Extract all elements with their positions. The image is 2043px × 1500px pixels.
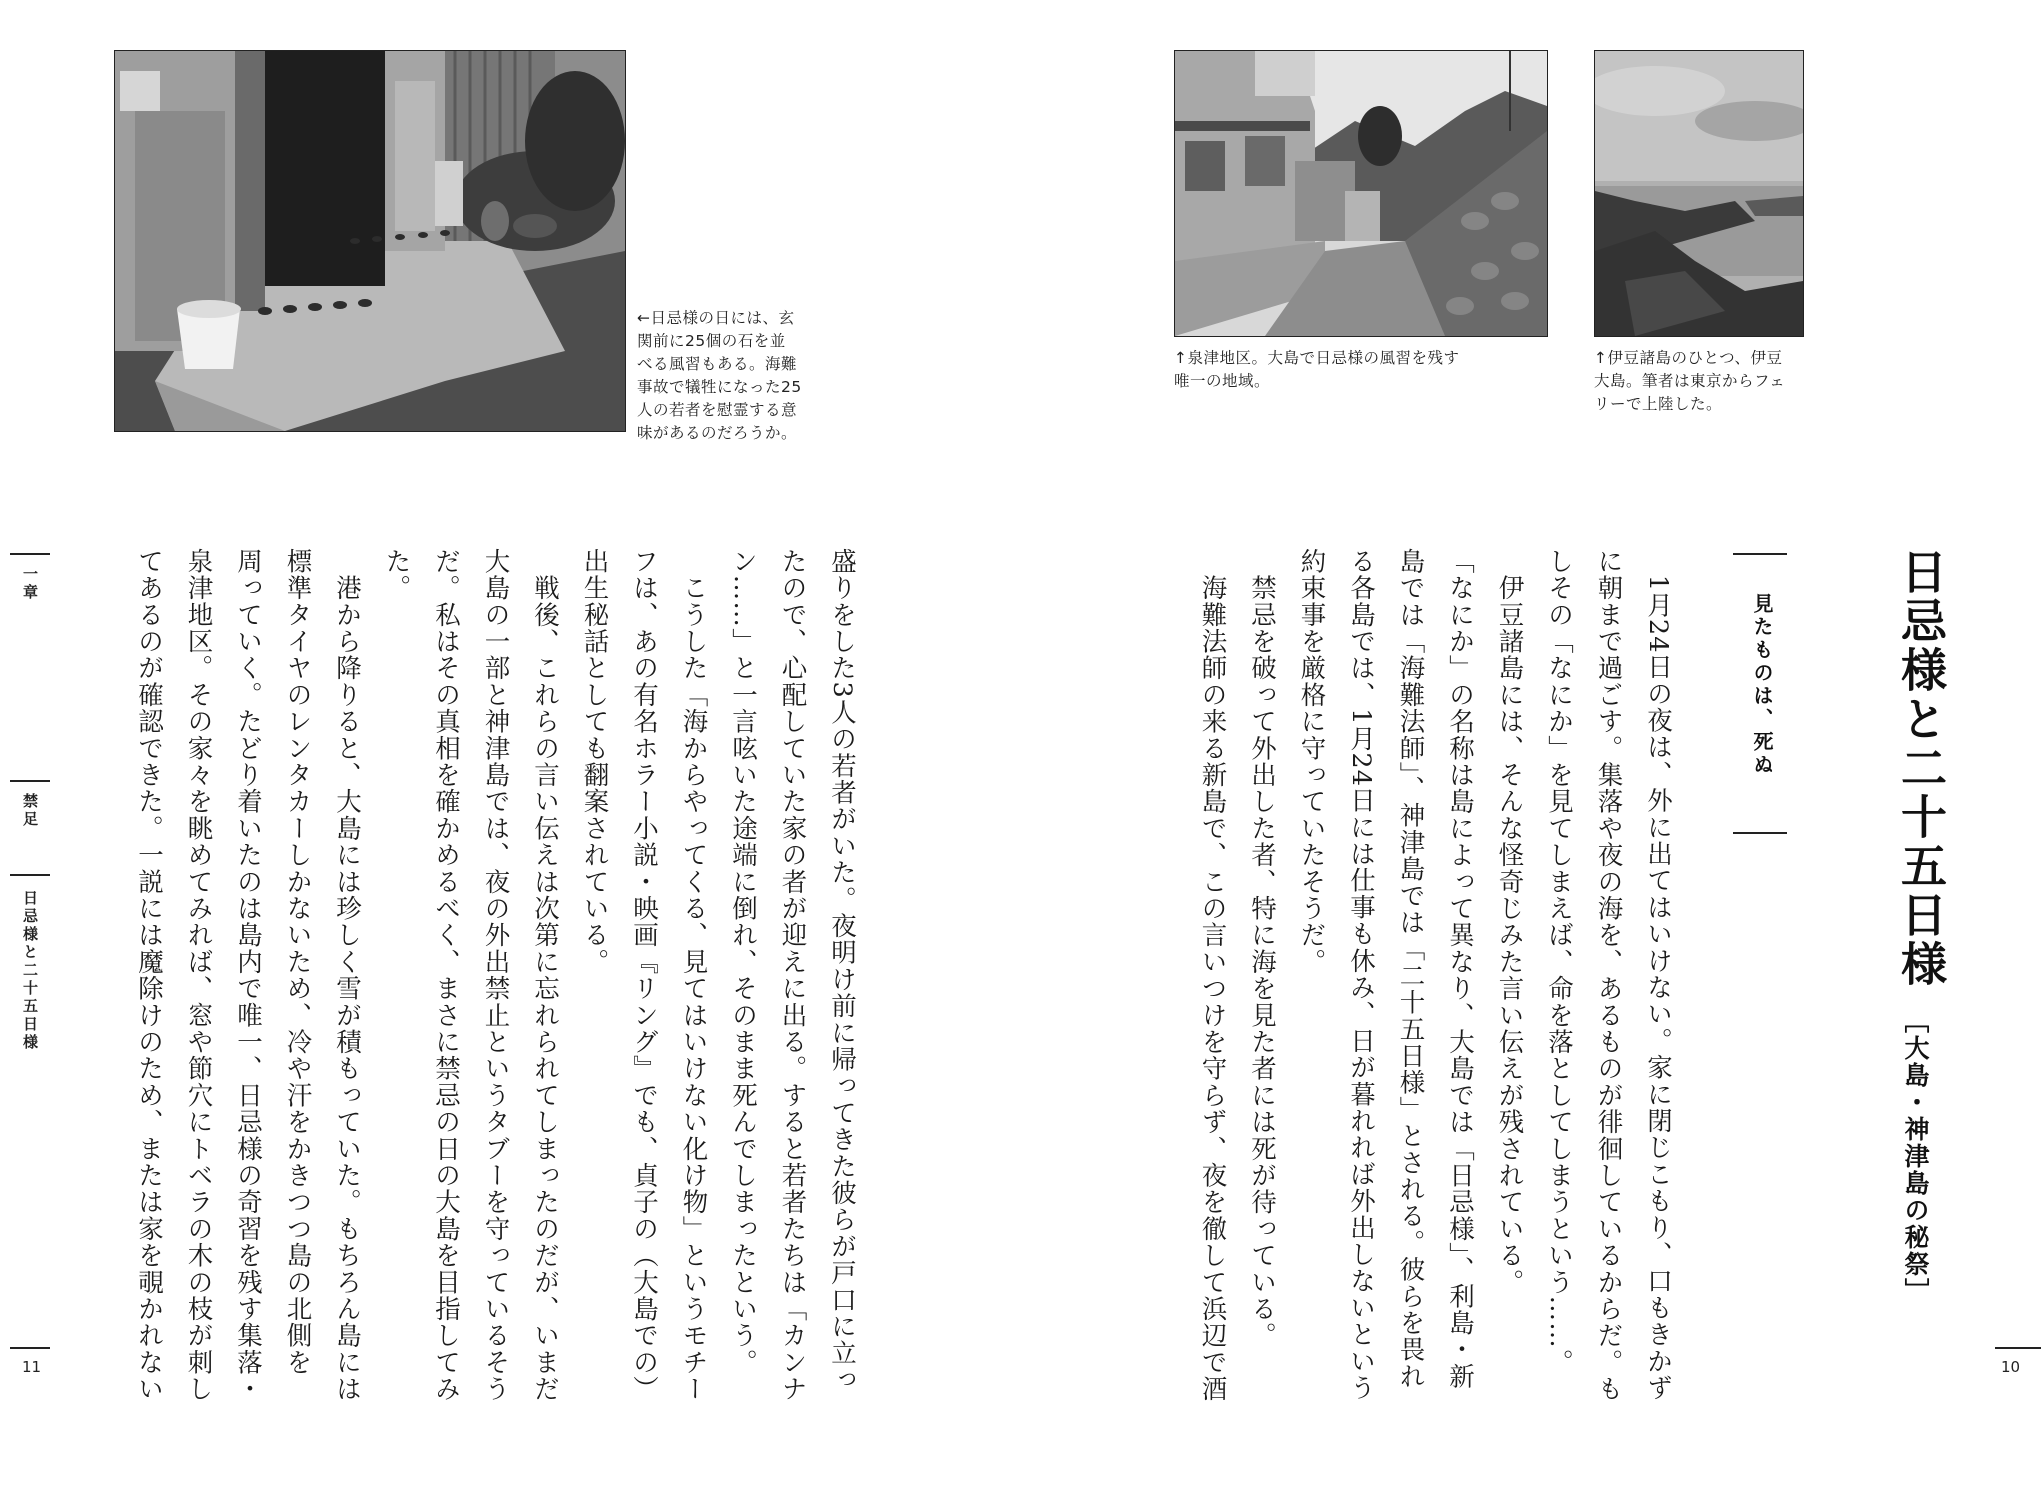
island-photo-caption [1594,347,1785,416]
chapter-label: 一章 [21,566,39,602]
page-number-left: 11 [22,1358,42,1376]
body-line: 約束事を厳格に守っていたそうだ。 [1296,548,1327,976]
body-line: に朝まで過ごす。集落や夜の海を、あるものが徘徊しているからだ。も [1593,548,1624,1403]
body-line: だ。私はその真相を確かめるべく、まさに禁忌の日の大島を目指してみ [431,548,461,1403]
caption-line: ↑泉津地区。大島で日忌様の風習を残す [1174,349,1460,367]
section-heading: 見たものは、死ぬ [1750,593,1774,777]
heading-rule-bottom [1733,832,1787,834]
body-line: 禁忌を破って外出した者、特に海を見た者には死が待っている。 [1247,548,1277,1350]
body-line: 周っていく。たどり着いたのは島内で唯一、日忌様の奇習を残す集落・ [233,548,263,1403]
izu-oshima-coast-photo [1594,50,1804,337]
caption-line: 唯一の地域。 [1174,372,1271,390]
article-subtitle: ［大島・神津島の秘祭］ [1901,1008,1930,1305]
body-line: 戦後、これらの言い伝えは次第に忘れられてしまったのだが、いまだ [530,548,560,1403]
body-line: 「なにか」の名称は島によって異なり、大島では「日忌様」、利島・新 [1445,548,1475,1390]
body-line: 港から降りると、大島には珍しく雪が積もっていた。もちろん島には [332,548,362,1403]
body-line: 大島の一部と神津島では、夜の外出禁止というタブーを守っているそう [480,548,511,1403]
section-label: 禁足 [21,793,39,829]
caption-line: リーで上陸した。 [1594,395,1723,413]
village-photo-caption [1174,347,1460,393]
body-line: フは、あの有名ホラー小説・映画『リング』でも、貞子の（大島での） [629,548,659,1403]
page-number-rule [10,1347,50,1349]
heading-rule-top [1733,553,1787,555]
body-line: 1月24日の夜は、外に出てはいけない。家に閉じこもり、口もきかず [1643,548,1673,1402]
body-line: た。 [381,548,412,602]
margin-rule [10,553,50,555]
caption-line: 関前に25個の石を並 [637,332,786,350]
caption-line: 人の若者を慰霊する意 [637,401,798,419]
body-line: たので、心配していた家の者が迎えに出る。すると若者たちは「カンナ [777,548,808,1403]
body-line: 盛りをした3人の若者がいた。夜明け前に帰ってきた彼らが戸口に立っ [827,548,857,1394]
right-body-text [1177,548,1682,1408]
doorway-stones-photo [114,50,626,432]
caption-line: 大島。筆者は東京からフェ [1594,372,1786,390]
caption-line: ←日忌様の日には、玄 [637,309,795,327]
left-body-text [114,548,866,1408]
body-line: 海難法師の来る新島で、この言いつけを守らず、夜を徹して浜辺で酒 [1197,548,1228,1403]
caption-line: 味があるのだろうか。 [637,424,798,442]
body-line: る各島では、1月24日には仕事も休み、日が暮れれば外出しないという [1346,548,1376,1402]
page-number-rule [1995,1347,2041,1349]
doorway-photo-caption [637,307,802,445]
body-line: しその「なにか」を見てしまえば、命を落としてしまうという……。 [1544,548,1574,1376]
body-line: 泉津地区。その家々を眺めてみれば、窓や節穴にトベラの木の枝が刺し [183,548,214,1403]
caption-line: 事故で犠牲になった25 [637,378,802,396]
article-title: 日忌様と二十五日様 [1894,548,1948,989]
page-number-right: 10 [2001,1358,2021,1376]
body-line: 出生秘話としても翻案されている。 [579,548,610,976]
caption-line: べる風習もある。海難 [637,355,798,373]
body-line: 伊豆諸島には、そんな怪奇じみた言い伝えが残されている。 [1494,548,1525,1296]
body-line: 標準タイヤのレンタカーしかないため、冷や汗をかきつつ島の北側を [282,548,313,1376]
margin-rule [10,874,50,876]
body-line: ン……」と一言呟いた途端に倒れ、そのまま死んでしまったという。 [728,548,758,1376]
senzu-village-photo [1174,50,1548,337]
caption-line: ↑伊豆諸島のひとつ、伊豆 [1594,349,1783,367]
body-line: 島では「海難法師」、神津島では「二十五日様」とされる。彼らを畏れ [1395,548,1426,1390]
running-title: 日忌様と二十五日様 [21,890,39,1052]
margin-rule [10,780,50,782]
body-line: こうした「海からやってくる、見てはいけない化け物」というモチー [678,548,709,1403]
body-line: てあるのが確認できた。一説には魔除けのため、または家を覗かれない [134,548,164,1403]
